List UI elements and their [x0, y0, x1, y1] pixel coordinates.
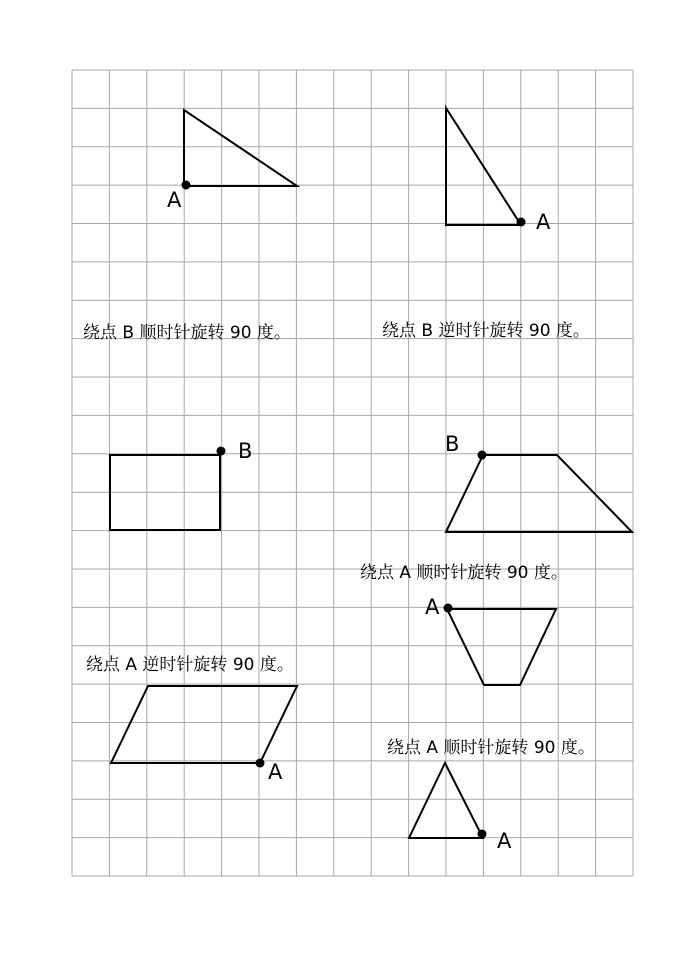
right-triangle-shape [184, 110, 297, 186]
vertex-a-dot [444, 604, 453, 613]
vertex-a-dot [182, 181, 191, 190]
trapezoid-shape [446, 455, 632, 532]
vertex-a-dot [256, 759, 265, 768]
instruction-text: 绕点 A 逆时针旋转 90 度。 [86, 655, 294, 675]
inverted-trapezoid-shape [447, 609, 556, 685]
instruction-text: 绕点 A 顺时针旋转 90 度。 [360, 563, 568, 583]
vertex-b-label: B [238, 439, 253, 463]
vertex-a-label: A [425, 595, 440, 619]
vertex-a-dot [517, 218, 526, 227]
vertex-a-dot [478, 830, 487, 839]
instruction-text: 绕点 A 顺时针旋转 90 度。 [387, 738, 595, 758]
parallelogram-shape [111, 686, 297, 763]
exercise-6 [86, 655, 297, 784]
exercise-4 [445, 432, 632, 532]
instruction-text: 绕点 B 逆时针旋转 90 度。 [382, 321, 590, 341]
exercise-5 [360, 563, 568, 685]
exercise-2 [446, 108, 551, 234]
vertex-a-label: A [268, 760, 283, 784]
exercise-1 [167, 110, 297, 212]
vertex-b-label: B [445, 432, 460, 456]
vertex-a-label: A [497, 829, 512, 853]
vertex-a-label: A [536, 210, 551, 234]
vertex-a-label: A [167, 188, 182, 212]
exercise-7 [387, 738, 595, 853]
exercise-3 [110, 439, 252, 530]
vertex-b-dot [217, 447, 226, 456]
vertex-b-dot [478, 451, 487, 460]
instruction-text: 绕点 B 顺时针旋转 90 度。 [83, 323, 291, 343]
